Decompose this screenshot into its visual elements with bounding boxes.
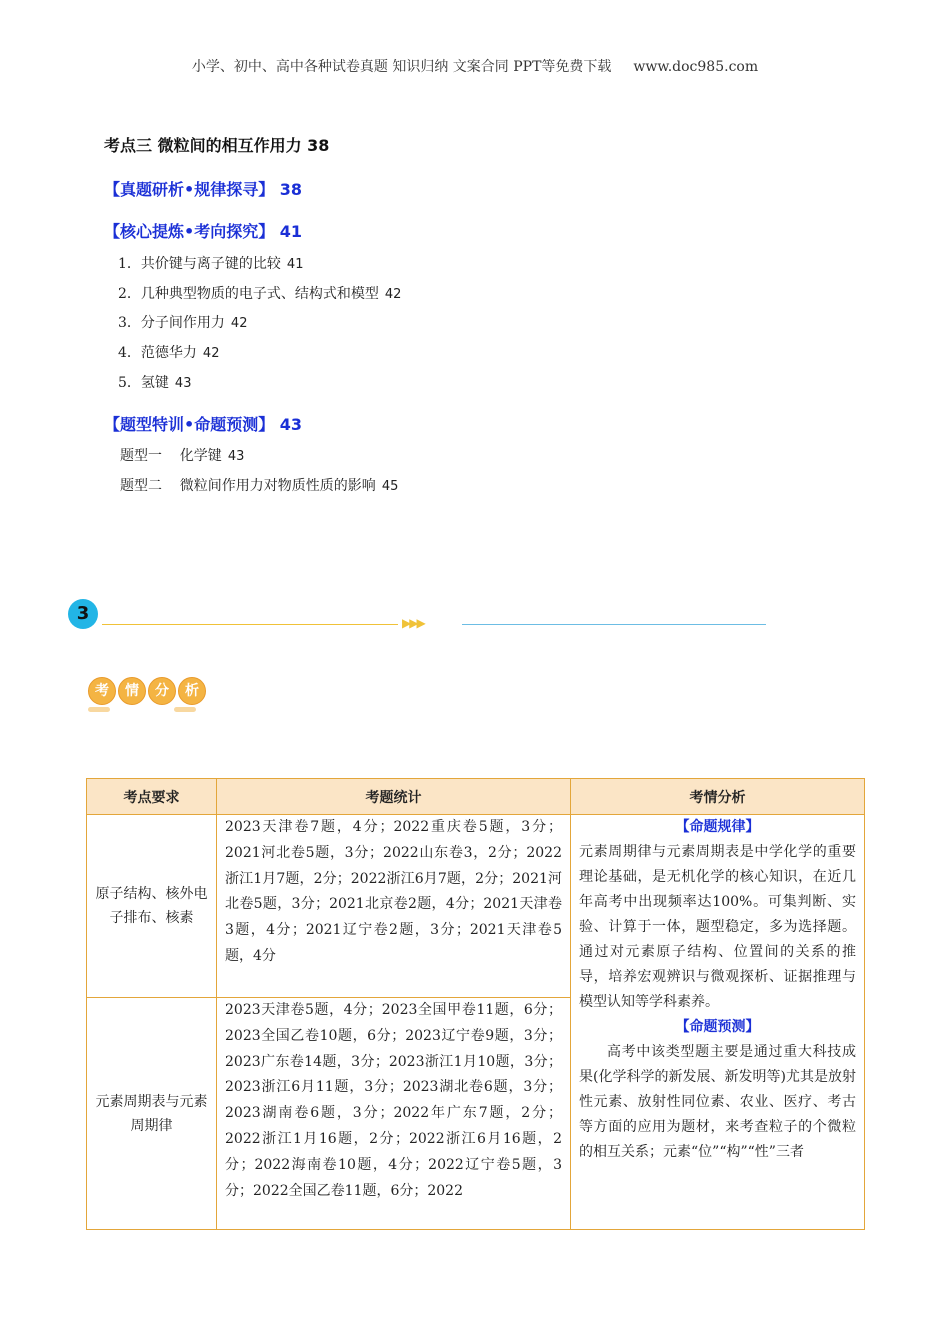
header-text: 小学、初中、高中各种试卷真题 知识归纳 文案合同 PPT等免费下载 — [191, 59, 612, 75]
prediction-text: 高考中该类型题主要是通过重大科技成果(化学科学的新发展、新发明等)尤其是放射性元素、放射性同位素、农业、医疗、考古等方面的应用为题材，来考查粒子的个微粒的相互关系；元素“位”“构”“性”三者 — [579, 1044, 856, 1160]
rule-text: 元素周期律与元素周期表是中学化学的重要理论基础，是无机化学的核心知识，在近几年高考中出现频率达100%。可集判断、实验、计算于一体，题型稳定，多为选择题。通过对元素原子结构、位置间的关系的推导，培养宏观辨识与微观探析、证据推理与模型认知等学科素养。 — [579, 844, 856, 1010]
toc-item[interactable]: 5．氢键 43 — [118, 375, 192, 391]
prediction-label: 【命题预测】 — [675, 1019, 760, 1035]
section-number-badge: 3 — [68, 599, 98, 629]
kaoqing-fenxi-title — [88, 677, 208, 705]
header-statistics: 考题统计 — [217, 779, 571, 815]
divider-line-left — [102, 624, 398, 625]
title-underline-decoration — [88, 707, 198, 713]
requirement-cell: 原子结构、核外电子排布、核素 — [87, 815, 217, 998]
page-header — [0, 56, 950, 76]
title-char: 分 — [148, 677, 176, 705]
toc-type-item[interactable]: 题型二 微粒间作用力对物质性质的影响 45 — [120, 478, 399, 494]
statistics-cell: 2023天津卷5题，4分；2023全国甲卷11题，6分；2023全国乙卷10题，6分；2023辽宁卷9题，3分；2023广东卷14题，3分；2023浙江1月10题，3分；2023浙江6月11题，3分；2023湖北卷6题，3分；2023湖南卷6题，3分；2022年广东7题，2分；2022浙江1月16题，2分；2022浙江6月16题，2分；2022海南卷10题，4分；2022辽宁卷5题，3分；2022全国乙卷11题，6分；2022 — [217, 998, 571, 1230]
header-site-link[interactable]: www.doc985.com — [633, 59, 759, 75]
toc-section-1[interactable]: 【真题研析•规律探寻】 38 — [104, 180, 303, 199]
toc-item[interactable]: 3．分子间作用力 42 — [118, 315, 248, 331]
toc-item[interactable]: 2．几种典型物质的电子式、结构式和模型 42 — [118, 286, 402, 302]
exam-analysis-table — [86, 778, 865, 1230]
toc-item[interactable]: 1．共价键与离子键的比较 41 — [118, 256, 304, 272]
table-row — [87, 815, 865, 998]
toc-title[interactable]: 考点三 微粒间的相互作用力 38 — [104, 136, 330, 155]
rule-label: 【命题规律】 — [675, 819, 760, 835]
toc-item[interactable]: 4．范德华力 42 — [118, 345, 220, 361]
table-header-row — [87, 779, 865, 815]
arrows-icon: ▶▶▶ — [402, 616, 424, 630]
divider-line-right — [462, 624, 766, 625]
toc-type-item[interactable]: 题型一 化学键 43 — [120, 448, 245, 464]
toc-section-3[interactable]: 【题型特训•命题预测】 43 — [104, 415, 303, 434]
toc-section-2[interactable]: 【核心提炼•考向探究】 41 — [104, 222, 303, 241]
title-char: 考 — [88, 677, 116, 705]
analysis-cell — [571, 815, 865, 1230]
title-char: 析 — [178, 677, 206, 705]
statistics-cell: 2023天津卷7题，4分；2022重庆卷5题，3分；2021河北卷5题，3分；2022山东卷3，2分；2022浙江1月7题，2分；2022浙江6月7题，2分；2021河北卷5题，3分；2021北京卷2题，4分；2021天津卷3题，4分；2021辽宁卷2题，3分；2021天津卷5题，4分 — [217, 815, 571, 998]
header-analysis: 考情分析 — [571, 779, 865, 815]
title-char: 情 — [118, 677, 146, 705]
header-requirement: 考点要求 — [87, 779, 217, 815]
requirement-cell: 元素周期表与元素周期律 — [87, 998, 217, 1230]
